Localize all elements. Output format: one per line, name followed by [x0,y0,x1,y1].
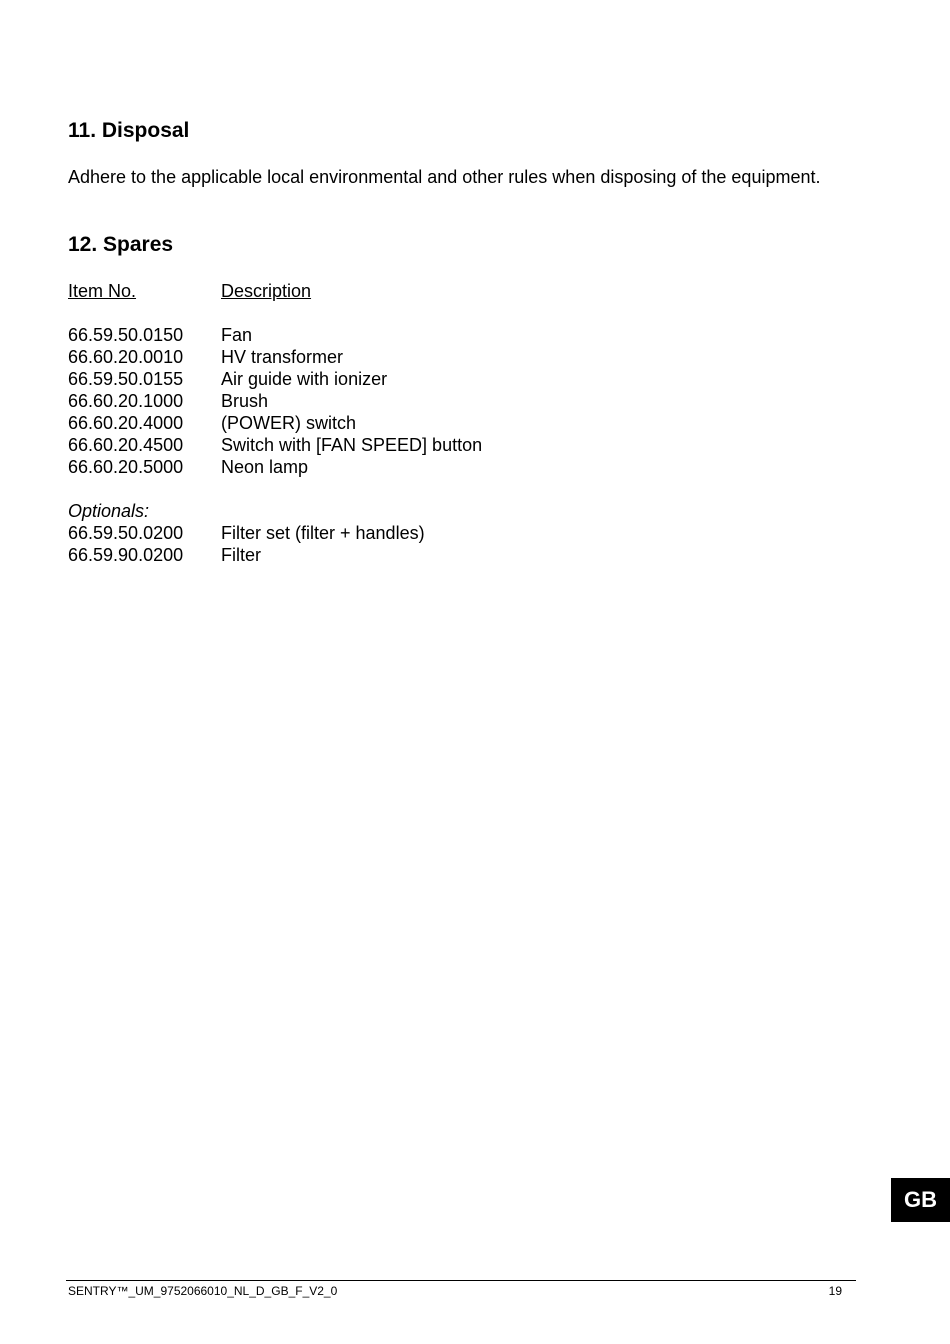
spares-heading: 12. Spares [68,233,174,256]
item-no: 66.60.20.0010 [68,347,184,367]
spare-row [68,368,482,390]
item-no: 66.60.20.1000 [68,391,184,411]
item-description: Fan [221,325,253,345]
language-tab: GB [891,1178,950,1222]
item-description: Air guide with ionizer [221,369,388,389]
disposal-text: Adhere to the applicable local environmental and other rules when disposing of the equipment. [68,167,821,187]
item-no: 66.59.50.0155 [68,369,184,389]
item-description: Brush [221,391,269,411]
item-no: 66.60.20.4000 [68,413,184,433]
item-no: 66.60.20.4500 [68,435,184,455]
item-no: 66.60.20.5000 [68,457,184,477]
optional-row [68,522,482,544]
spare-row [68,324,482,346]
footer-divider [66,1280,856,1281]
item-description: Neon lamp [221,457,309,477]
description-column-header: Description [221,281,312,301]
footer-page-number: 19 [828,1284,842,1298]
disposal-heading: 11. Disposal [68,119,190,142]
spare-row [68,456,482,478]
spare-row [68,434,482,456]
spare-row [68,346,482,368]
item-no-column-header: Item No. [68,281,137,301]
optional-row [68,544,482,566]
item-no: 66.59.90.0200 [68,545,184,565]
item-description: HV transformer [221,347,344,367]
spare-row [68,412,482,434]
footer-document-id: SENTRY™_UM_9752066010_NL_D_GB_F_V2_0 [68,1284,338,1298]
item-description: Switch with [FAN SPEED] button [221,435,483,455]
item-description: (POWER) switch [221,413,356,433]
item-no: 66.59.50.0150 [68,325,184,345]
optionals-label: Optionals: [68,501,150,521]
item-no: 66.59.50.0200 [68,523,184,543]
spare-row [68,390,482,412]
item-description: Filter [221,545,261,565]
spares-header-row [68,280,482,302]
spares-table [68,280,482,566]
item-description: Filter set (filter + handles) [221,523,425,543]
